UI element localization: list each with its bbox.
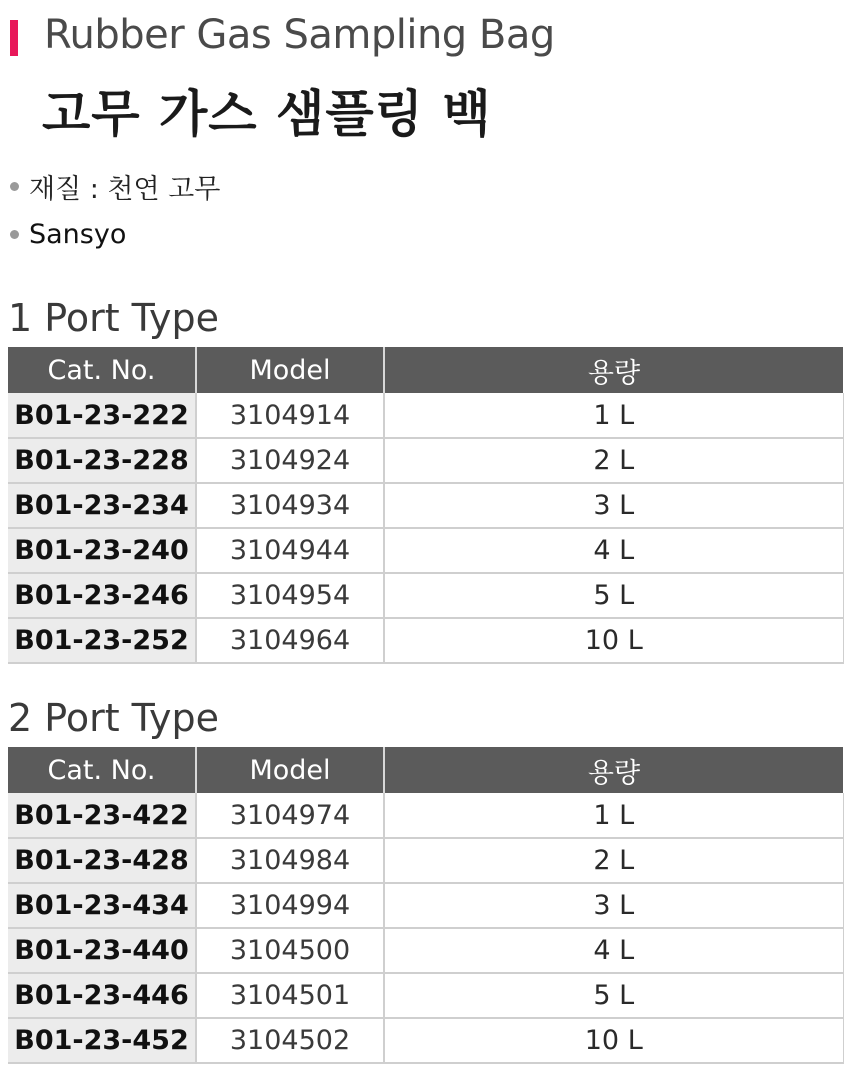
section-title-1-port: 1 Port Type (8, 296, 219, 340)
table-header-row (8, 347, 843, 393)
cell-model: 3104501 (196, 973, 384, 1018)
cell-model: 3104964 (196, 618, 384, 663)
cell-model: 3104914 (196, 393, 384, 438)
cell-capacity: 1 L (384, 393, 843, 438)
header-cat-no: Cat. No. (8, 347, 196, 393)
cell-capacity: 5 L (384, 973, 843, 1018)
spec-table-2-port (8, 747, 844, 1064)
page-title-korean: 고무 가스 샘플링 백 (42, 85, 492, 143)
bullet-dot-icon (10, 230, 19, 239)
header-cat-no: Cat. No. (8, 747, 196, 793)
table-row (8, 573, 843, 618)
cell-cat-no: B01-23-222 (8, 393, 196, 438)
cell-capacity: 2 L (384, 838, 843, 883)
cell-model: 3104984 (196, 838, 384, 883)
table-row (8, 928, 843, 973)
cell-capacity: 4 L (384, 528, 843, 573)
feature-material (8, 162, 220, 210)
table-row (8, 438, 843, 483)
bullet-dot-icon (10, 182, 19, 191)
cell-model: 3104944 (196, 528, 384, 573)
cell-cat-no: B01-23-234 (8, 483, 196, 528)
header-model: Model (196, 347, 384, 393)
cell-capacity: 5 L (384, 573, 843, 618)
cell-cat-no: B01-23-428 (8, 838, 196, 883)
cell-cat-no: B01-23-440 (8, 928, 196, 973)
table-row (8, 838, 843, 883)
table-row (8, 973, 843, 1018)
feature-material-text: 재질 : 천연 고무 (29, 173, 221, 205)
cell-model: 3104954 (196, 573, 384, 618)
cell-cat-no: B01-23-228 (8, 438, 196, 483)
cell-cat-no: B01-23-422 (8, 793, 196, 838)
cell-cat-no: B01-23-252 (8, 618, 196, 663)
section-title-2-port: 2 Port Type (8, 696, 219, 740)
page-title-english: Rubber Gas Sampling Bag (44, 12, 555, 58)
table-row (8, 528, 843, 573)
cell-cat-no: B01-23-246 (8, 573, 196, 618)
feature-brand (8, 210, 220, 258)
cell-model: 3104994 (196, 883, 384, 928)
table-row (8, 393, 843, 438)
cell-cat-no: B01-23-446 (8, 973, 196, 1018)
cell-model: 3104502 (196, 1018, 384, 1063)
feature-brand-text: Sansyo (29, 218, 127, 250)
table-row (8, 1018, 843, 1063)
cell-cat-no: B01-23-434 (8, 883, 196, 928)
table-row (8, 793, 843, 838)
cell-capacity: 10 L (384, 1018, 843, 1063)
cell-cat-no: B01-23-452 (8, 1018, 196, 1063)
cell-capacity: 2 L (384, 438, 843, 483)
cell-capacity: 3 L (384, 483, 843, 528)
table-row (8, 618, 843, 663)
cell-capacity: 1 L (384, 793, 843, 838)
cell-model: 3104934 (196, 483, 384, 528)
cell-capacity: 4 L (384, 928, 843, 973)
cell-model: 3104500 (196, 928, 384, 973)
cell-cat-no: B01-23-240 (8, 528, 196, 573)
cell-capacity: 3 L (384, 883, 843, 928)
table-row (8, 483, 843, 528)
cell-model: 3104924 (196, 438, 384, 483)
table-row (8, 883, 843, 928)
title-accent-bar (10, 20, 18, 56)
feature-list (8, 162, 220, 258)
cell-capacity: 10 L (384, 618, 843, 663)
table-header-row (8, 747, 843, 793)
spec-table-1-port (8, 347, 844, 664)
header-model: Model (196, 747, 384, 793)
header-capacity: 용량 (384, 347, 843, 393)
header-capacity: 용량 (384, 747, 843, 793)
cell-model: 3104974 (196, 793, 384, 838)
